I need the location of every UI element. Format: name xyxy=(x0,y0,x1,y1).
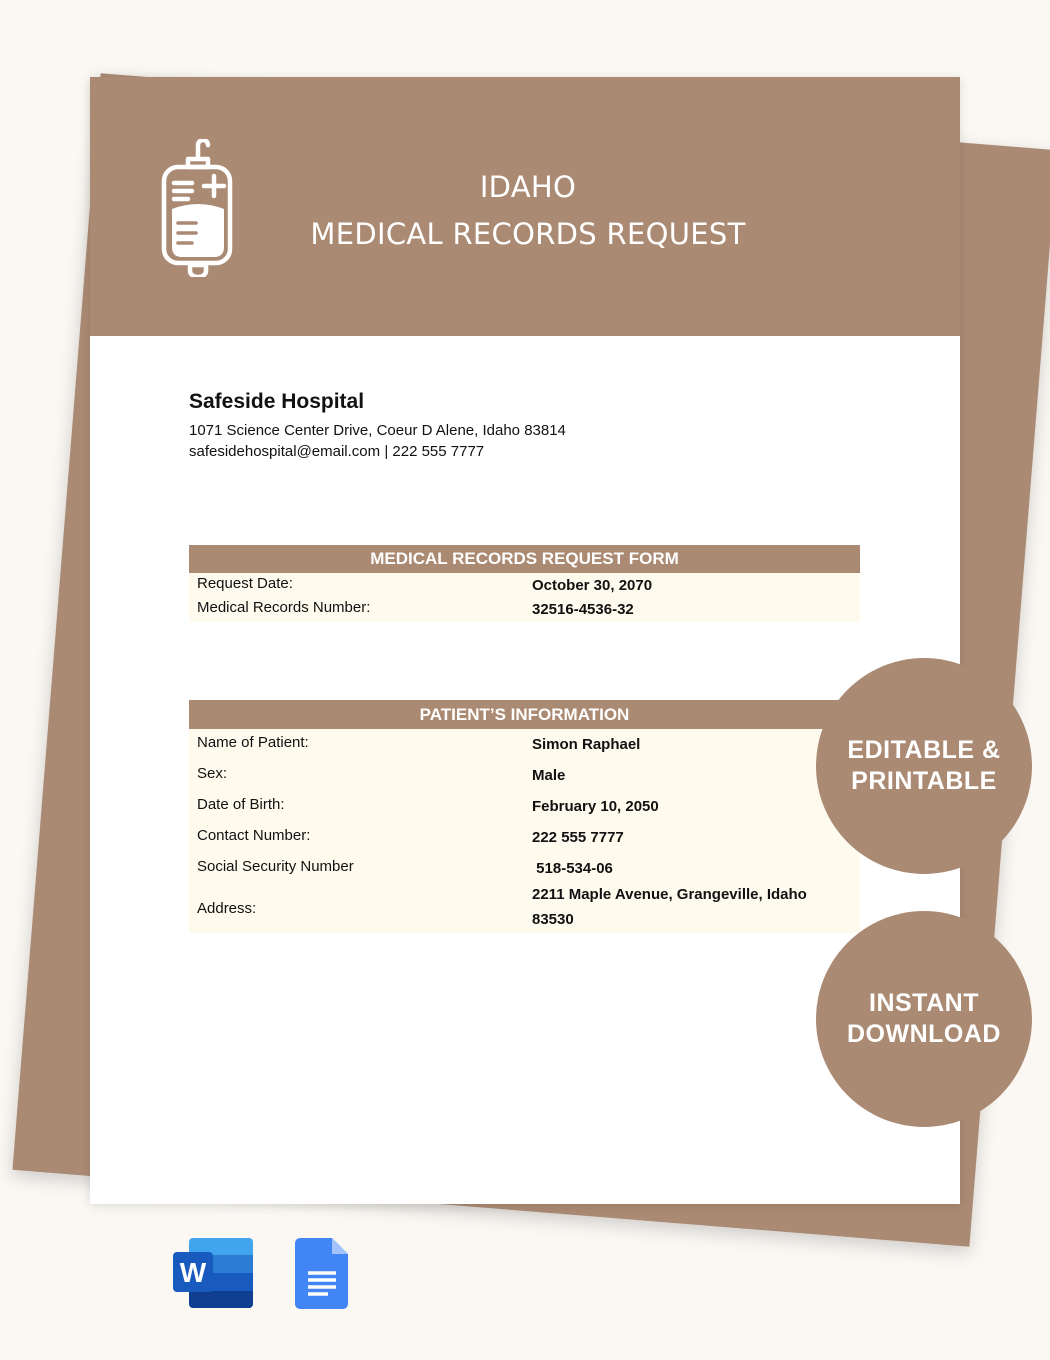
row-label: Date of Birth: xyxy=(197,796,285,813)
table-row xyxy=(189,791,860,822)
request-form-heading: MEDICAL RECORDS REQUEST FORM xyxy=(189,545,860,573)
row-label: Contact Number: xyxy=(197,827,311,844)
row-label: Name of Patient: xyxy=(197,734,309,751)
table-row xyxy=(189,597,860,622)
row-value[interactable]: 32516-4536-32 xyxy=(532,601,634,618)
table-row xyxy=(189,573,860,597)
table-row xyxy=(189,853,860,882)
hospital-name: Safeside Hospital xyxy=(189,390,365,413)
header-title-line1: IDAHO xyxy=(479,170,577,204)
row-value[interactable]: October 30, 2070 xyxy=(532,577,653,594)
row-value[interactable]: Male xyxy=(532,767,566,784)
row-label: Request Date: xyxy=(197,575,293,592)
table-row xyxy=(189,882,860,933)
instant-download-badge xyxy=(816,911,1032,1127)
row-label: Medical Records Number: xyxy=(197,599,371,616)
svg-text:W: W xyxy=(179,1257,207,1288)
table-row xyxy=(189,760,860,791)
patient-info-table xyxy=(189,700,860,933)
hospital-contact: safesidehospital@email.com | 222 555 7777 xyxy=(189,443,485,460)
table-row xyxy=(189,729,860,760)
request-form-table xyxy=(189,545,860,622)
iv-bag-medical-icon xyxy=(160,139,236,277)
row-label: Social Security Number xyxy=(197,858,354,875)
row-value[interactable]: Simon Raphael xyxy=(532,736,641,753)
row-value[interactable]: 2211 Maple Avenue, Grangeville, Idaho 83530 xyxy=(532,886,807,928)
row-value[interactable]: 222 555 7777 xyxy=(532,829,624,846)
row-label: Address: xyxy=(197,900,257,917)
hospital-address: 1071 Science Center Drive, Coeur D Alene, Idaho 83814 xyxy=(189,422,566,439)
document-header xyxy=(90,77,960,336)
google-docs-icon[interactable] xyxy=(295,1238,349,1310)
badge-text-line2: DOWNLOAD xyxy=(847,1020,1001,1048)
row-label: Sex: xyxy=(197,765,228,782)
badge-text-line1: INSTANT xyxy=(869,989,979,1017)
microsoft-word-icon[interactable] xyxy=(173,1238,255,1310)
patient-info-heading: PATIENT’S INFORMATION xyxy=(189,700,860,729)
row-value[interactable]: February 10, 2050 xyxy=(532,798,659,815)
table-row xyxy=(189,822,860,853)
header-title-line2: MEDICAL RECORDS REQUEST xyxy=(310,217,746,251)
row-value[interactable]: 518-534-06 xyxy=(532,860,613,877)
editable-printable-badge xyxy=(816,658,1032,874)
badge-text-line1: EDITABLE & xyxy=(847,736,1001,764)
badge-text-line2: PRINTABLE xyxy=(851,767,997,795)
